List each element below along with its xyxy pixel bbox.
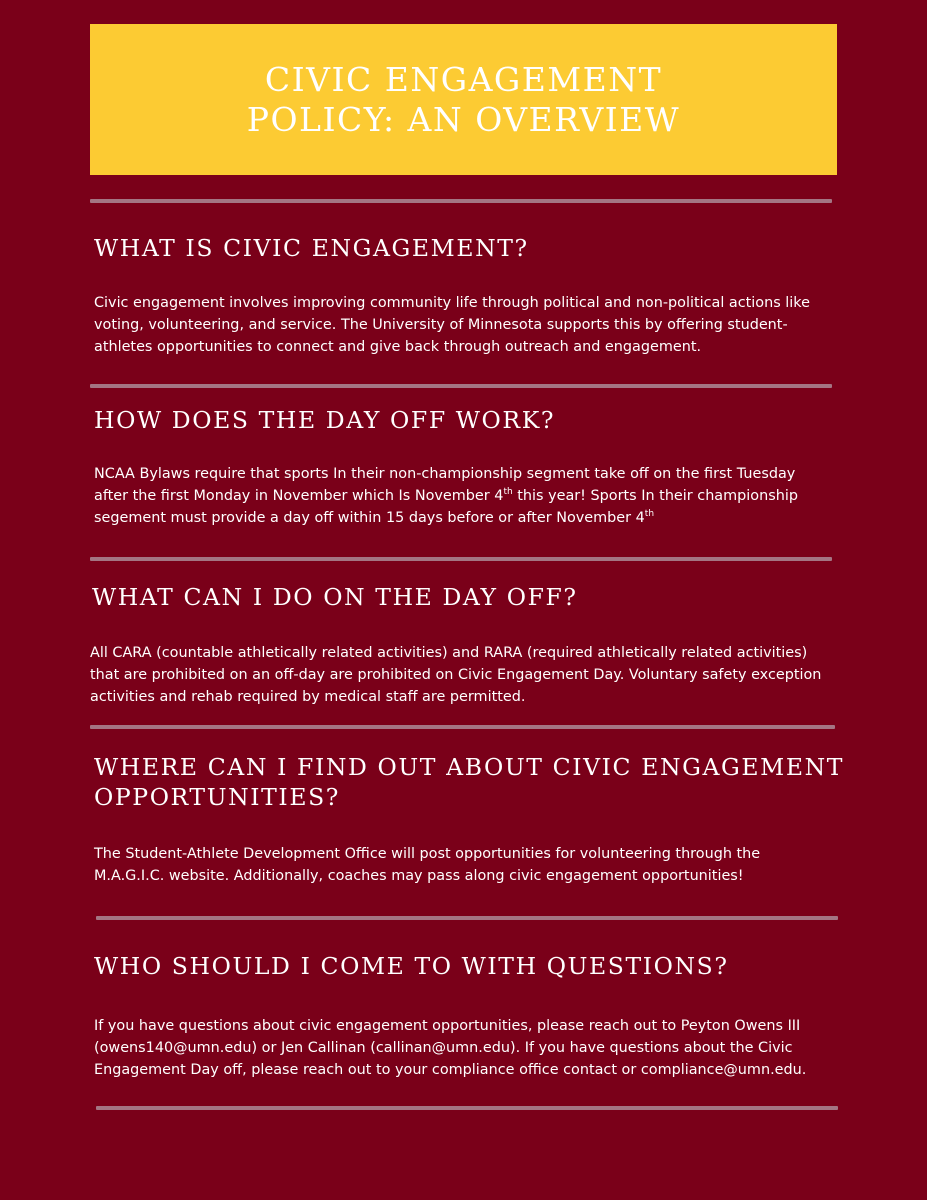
section-body-what-can-i-do: All CARA (countable athletically related activities) and RARA (required athletically related activities) that are prohibited on an off-day are prohibited on Civic Engagement Day. Voluntary safety exception activities and rehab required by medical staff are permitted. bbox=[90, 645, 822, 705]
divider-5 bbox=[96, 916, 838, 920]
divider-1 bbox=[90, 199, 832, 203]
page-title bbox=[247, 60, 680, 140]
page-title-line-2: POLICY: AN OVERVIEW bbox=[246, 99, 681, 139]
section-heading-what-can-i-do: WHAT CAN I DO ON THE DAY OFF? bbox=[92, 583, 578, 611]
how-day-off-text-1: NCAA Bylaws require that sports In their non-championship segment take off on the first Tuesday after the first Monday in November which Is November 4 bbox=[94, 466, 796, 504]
divider-6 bbox=[96, 1106, 838, 1110]
section-body-who-questions: If you have questions about civic engagement opportunities, please reach out to Peyton Owens III (owens140@umn.edu) or Jen Callinan (callinan@umn.edu). If you have questions about the Civic Engagement Day off, please reach out to your compliance office contact or compliance@umn.edu. bbox=[94, 1018, 807, 1078]
how-day-off-text-2: this year! Sports In their championship segement must provide a day off within 15 days before or after November 4 bbox=[94, 488, 798, 526]
where-find-heading-line-1: WHERE CAN I FIND OUT ABOUT CIVIC ENGAGEMENT bbox=[94, 753, 845, 781]
section-heading-who-questions: WHO SHOULD I COME TO WITH QUESTIONS? bbox=[94, 952, 729, 980]
divider-4 bbox=[90, 725, 835, 729]
superscript-th-1: th bbox=[503, 487, 513, 498]
divider-3 bbox=[90, 557, 832, 561]
section-body-where-find: The Student-Athlete Development Office will post opportunities for volunteering through the M.A.G.I.C. website. Additionally, coaches may pass along civic engagement opportunities! bbox=[94, 846, 761, 884]
page-title-line-1: CIVIC ENGAGEMENT bbox=[264, 59, 663, 99]
section-body-what-is: Civic engagement involves improving community life through political and non-political actions like voting, volunteering, and service. The University of Minnesota supports this by offering student-athletes opportunities to connect and give back through outreach and engagement. bbox=[94, 295, 810, 355]
title-banner bbox=[90, 24, 837, 175]
section-heading-what-is: WHAT IS CIVIC ENGAGEMENT? bbox=[94, 234, 529, 262]
section-heading-where-find bbox=[94, 752, 844, 812]
superscript-th-2: th bbox=[644, 509, 655, 520]
section-heading-how-day-off: HOW DOES THE DAY OFF WORK? bbox=[94, 406, 556, 434]
where-find-heading-line-2: OPPORTUNITIES? bbox=[94, 783, 340, 811]
section-body-how-day-off bbox=[94, 463, 829, 529]
divider-2 bbox=[90, 384, 832, 388]
